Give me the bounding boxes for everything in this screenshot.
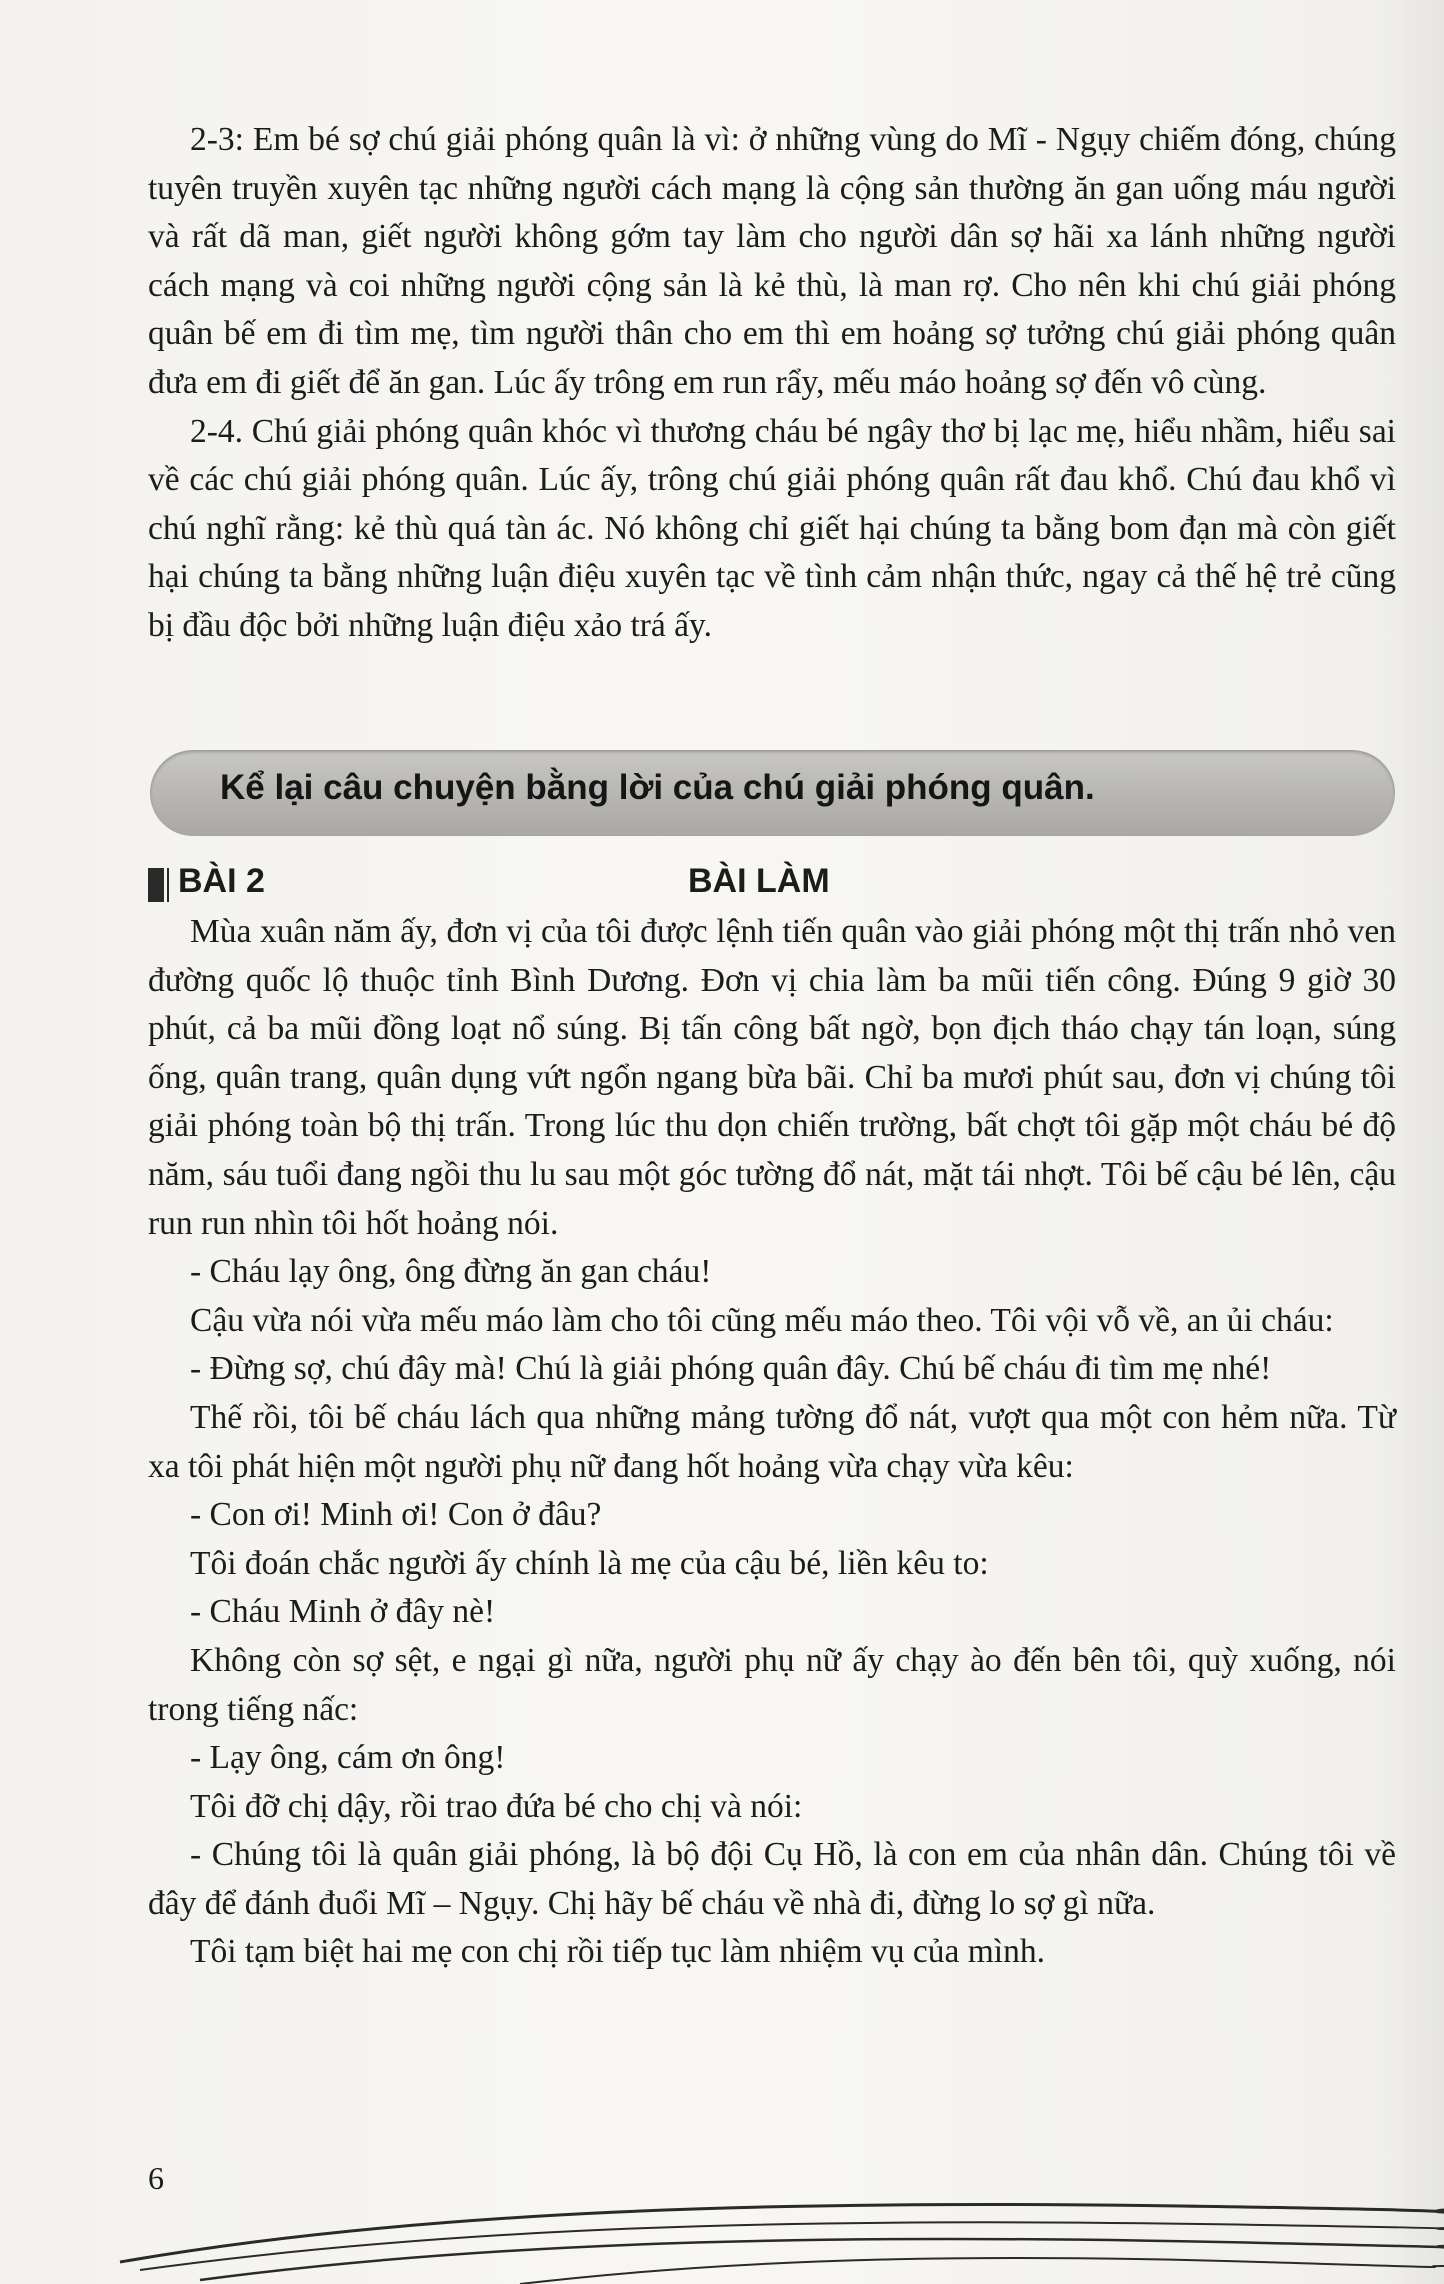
dialogue-line: - Cháu Minh ở đây nè! xyxy=(190,1593,496,1631)
decorative-swoosh-icon xyxy=(0,2170,1444,2284)
essay-paragraph: Mùa xuân năm ấy, đơn vị của tôi được lệnh tiến quân vào giải phóng một thị trấn nhỏ ven đường quốc lộ thuộc tỉnh Bình Dương. Đơn vị chia làm ba mũi tiến công. Đúng 9 giờ 30 phút, cả ba mũi đồng loạt nổ súng. Bị tấn công bất ngờ, bọn địch tháo chạy tán loạn, súng ống, quân trang, quân dụng vứt ngổn ngang bừa bãi. Chỉ ba mươi phút sau, đơn vị chúng tôi giải phóng toàn bộ thị trấn. Trong lúc thu dọn chiến trường, bất chợt tôi gặp một cháu bé độ năm, sáu tuổi đang ngồi thu lu sau một góc tường đổ nát, mặt tái nhợt. Tôi bế cậu bé lên, cậu run run nhìn tôi hốt hoảng nói. xyxy=(148,913,1396,1242)
answer-paragraph: 2-4. Chú giải phóng quân khóc vì thương cháu bé ngây thơ bị lạc mẹ, hiểu nhầm, hiểu sai về các chú giải phóng quân. Lúc ấy, trông chú giải phóng quân rất đau khổ. Chú đau khổ vì chú nghĩ rằng: kẻ thù quá tàn ác. Nó không chỉ giết hại chúng ta bằng bom đạn mà còn giết hại chúng ta bằng những luận điệu xuyên tạc về tình cảm nhận thức, ngay cả thế hệ trẻ cũng bị đầu độc bởi những luận điệu xảo trá ấy. xyxy=(148,412,1396,644)
section-title: BÀI LÀM xyxy=(688,862,830,900)
dialogue-line: - Đừng sợ, chú đây mà! Chú là giải phóng quân đây. Chú bế cháu đi tìm mẹ nhé! xyxy=(190,1350,1272,1388)
dialogue-line: - Cháu lạy ông, ông đừng ăn gan cháu! xyxy=(190,1253,712,1291)
section-heading xyxy=(148,858,1396,908)
task-banner-text: Kể lại câu chuyện bằng lời của chú giải phóng quân. xyxy=(220,768,1095,807)
essay-paragraph: Tôi đỡ chị dậy, rồi trao đứa bé cho chị và nói: xyxy=(190,1787,803,1825)
essay-paragraph: Tôi đoán chắc người ấy chính là mẹ của cậu bé, liền kêu to: xyxy=(190,1544,989,1582)
section-label: BÀI 2 xyxy=(178,862,265,900)
dialogue-line: - Con ơi! Minh ơi! Con ở đâu? xyxy=(190,1496,602,1534)
task-banner xyxy=(150,750,1395,836)
essay-body xyxy=(148,908,1396,1977)
essay-paragraph: Thế rồi, tôi bế cháu lách qua những mảng tường đổ nát, vượt qua một con hẻm nữa. Từ xa tôi phát hiện một người phụ nữ đang hốt hoảng vừa chạy vừa kêu: xyxy=(148,1398,1396,1485)
essay-paragraph: Cậu vừa nói vừa mếu máo làm cho tôi cũng mếu máo theo. Tôi vội vỗ về, an ủi cháu: xyxy=(190,1301,1334,1339)
essay-paragraph: Tôi tạm biệt hai mẹ con chị rồi tiếp tục làm nhiệm vụ của mình. xyxy=(190,1933,1045,1971)
section-marker-icon xyxy=(148,868,164,902)
dialogue-line: - Lạy ông, cám ơn ông! xyxy=(190,1739,506,1777)
essay-paragraph: Không còn sợ sệt, e ngại gì nữa, người phụ nữ ấy chạy ào đến bên tôi, quỳ xuống, nói trong tiếng nấc: xyxy=(148,1641,1396,1728)
dialogue-line: - Chúng tôi là quân giải phóng, là bộ đội Cụ Hồ, là con em của nhân dân. Chúng tôi về đây để đánh đuổi Mĩ – Ngụy. Chị hãy bế cháu về nhà đi, đừng lo sợ gì nữa. xyxy=(148,1836,1396,1922)
answer-section xyxy=(148,116,1396,651)
page-number: 6 xyxy=(148,2160,164,2196)
answer-paragraph: 2-3: Em bé sợ chú giải phóng quân là vì: ở những vùng do Mĩ - Ngụy chiếm đóng, chúng tuyên truyền xuyên tạc những người cách mạng là cộng sản thường ăn gan uống máu người và rất dã man, giết người không gớm tay làm cho người dân sợ hãi xa lánh những người cách mạng và coi những người cộng sản là kẻ thù, là man rợ. Cho nên khi chú giải phóng quân bế em đi tìm mẹ, tìm người thân cho em thì em hoảng sợ tưởng chú giải phóng quân đưa em đi giết để ăn gan. Lúc ấy trông em run rẩy, mếu máo hoảng sợ đến vô cùng. xyxy=(148,121,1396,401)
